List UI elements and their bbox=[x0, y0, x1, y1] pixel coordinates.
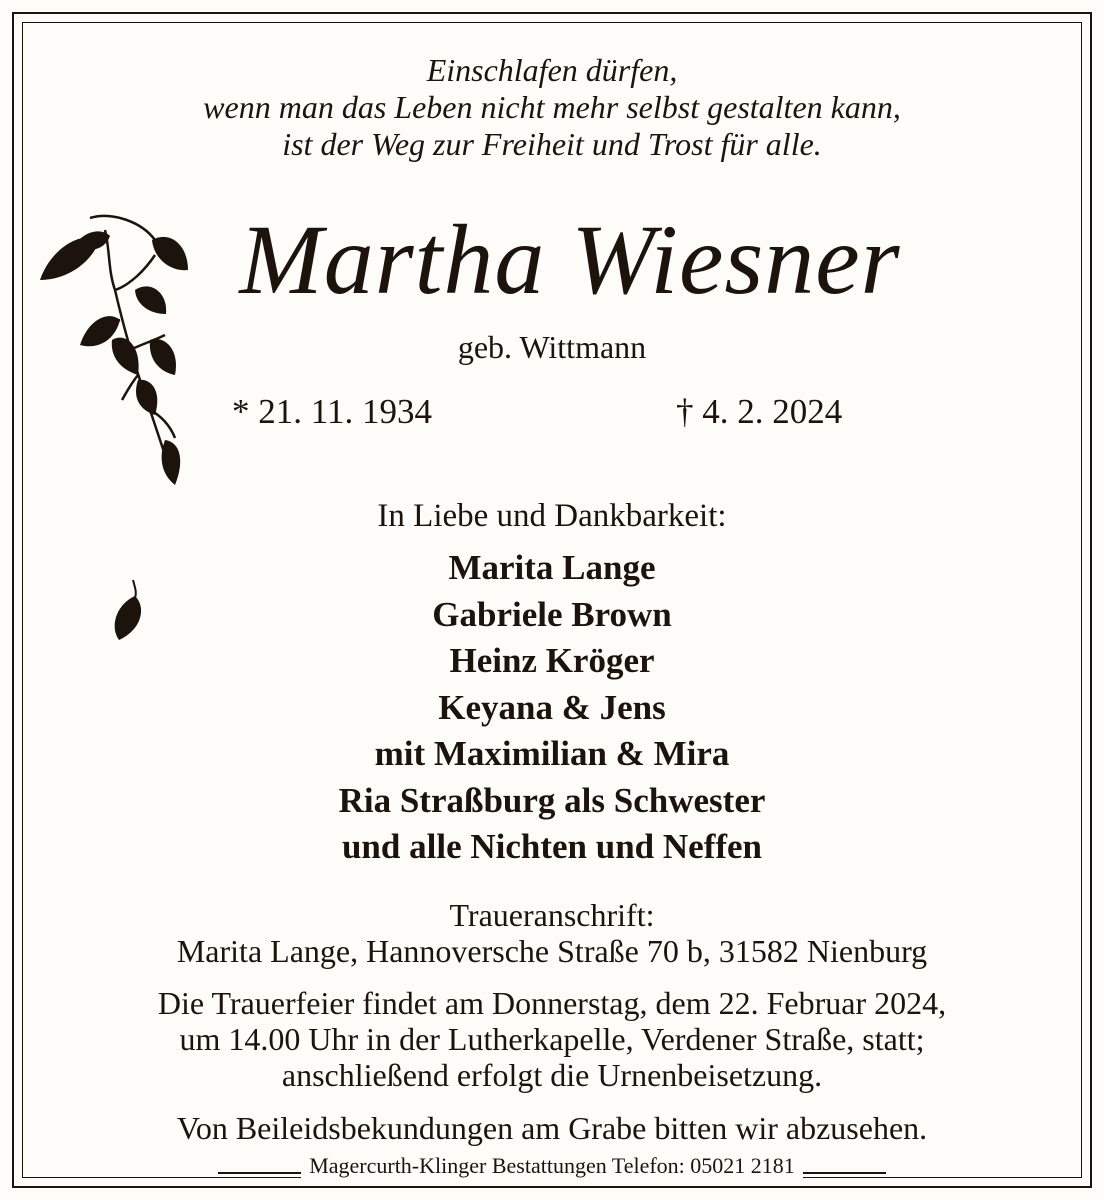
mourners-list bbox=[0, 545, 1104, 871]
mourner-name: Ria Straßburg als Schwester bbox=[338, 780, 766, 820]
mourner-name: Keyana & Jens bbox=[438, 687, 666, 727]
ceremony-line: Die Trauerfeier findet am Donnerstag, dem 22. Februar 2024, bbox=[157, 985, 947, 1021]
mourning-address bbox=[0, 897, 1104, 969]
address-value: Marita Lange, Hannoversche Straße 70 b, 31582 Nienburg bbox=[176, 933, 928, 969]
mourner-name: mit Maximilian & Mira bbox=[374, 734, 730, 773]
motto bbox=[0, 52, 1104, 163]
motto-line: ist der Weg zur Freiheit und Trost für alle. bbox=[282, 126, 822, 162]
born-name: geb. Wittmann bbox=[457, 329, 647, 365]
funeral-home-info: Magercurth-Klinger Bestattungen Telefon: 05021 2181 bbox=[301, 1153, 803, 1178]
ceremony-line: anschließend erfolgt die Urnenbeisetzung. bbox=[281, 1057, 823, 1093]
deceased-name: Martha Wiesner bbox=[239, 204, 901, 315]
mourner-name: Gabriele Brown bbox=[432, 594, 672, 634]
ceremony-line: um 14.00 Uhr in der Lutherkapelle, Verdener Straße, statt; bbox=[179, 1021, 925, 1057]
dedication: In Liebe und Dankbarkeit: bbox=[377, 498, 727, 534]
death-date: † 4. 2. 2024 bbox=[676, 392, 843, 431]
footer bbox=[0, 1153, 1104, 1179]
mourner-name: Marita Lange bbox=[448, 548, 656, 587]
mourner-name: Heinz Kröger bbox=[449, 641, 655, 680]
ceremony-info bbox=[0, 985, 1104, 1093]
condolence-note: Von Beileidsbekundungen am Grabe bitten wir abzusehen. bbox=[176, 1110, 928, 1146]
birth-date: * 21. 11. 1934 bbox=[232, 392, 432, 431]
address-label: Traueranschrift: bbox=[449, 897, 655, 933]
mourner-name: und alle Nichten und Neffen bbox=[341, 827, 763, 866]
motto-line: wenn man das Leben nicht mehr selbst gestalten kann, bbox=[203, 89, 901, 125]
motto-line: Einschlafen dürfen, bbox=[426, 52, 678, 88]
